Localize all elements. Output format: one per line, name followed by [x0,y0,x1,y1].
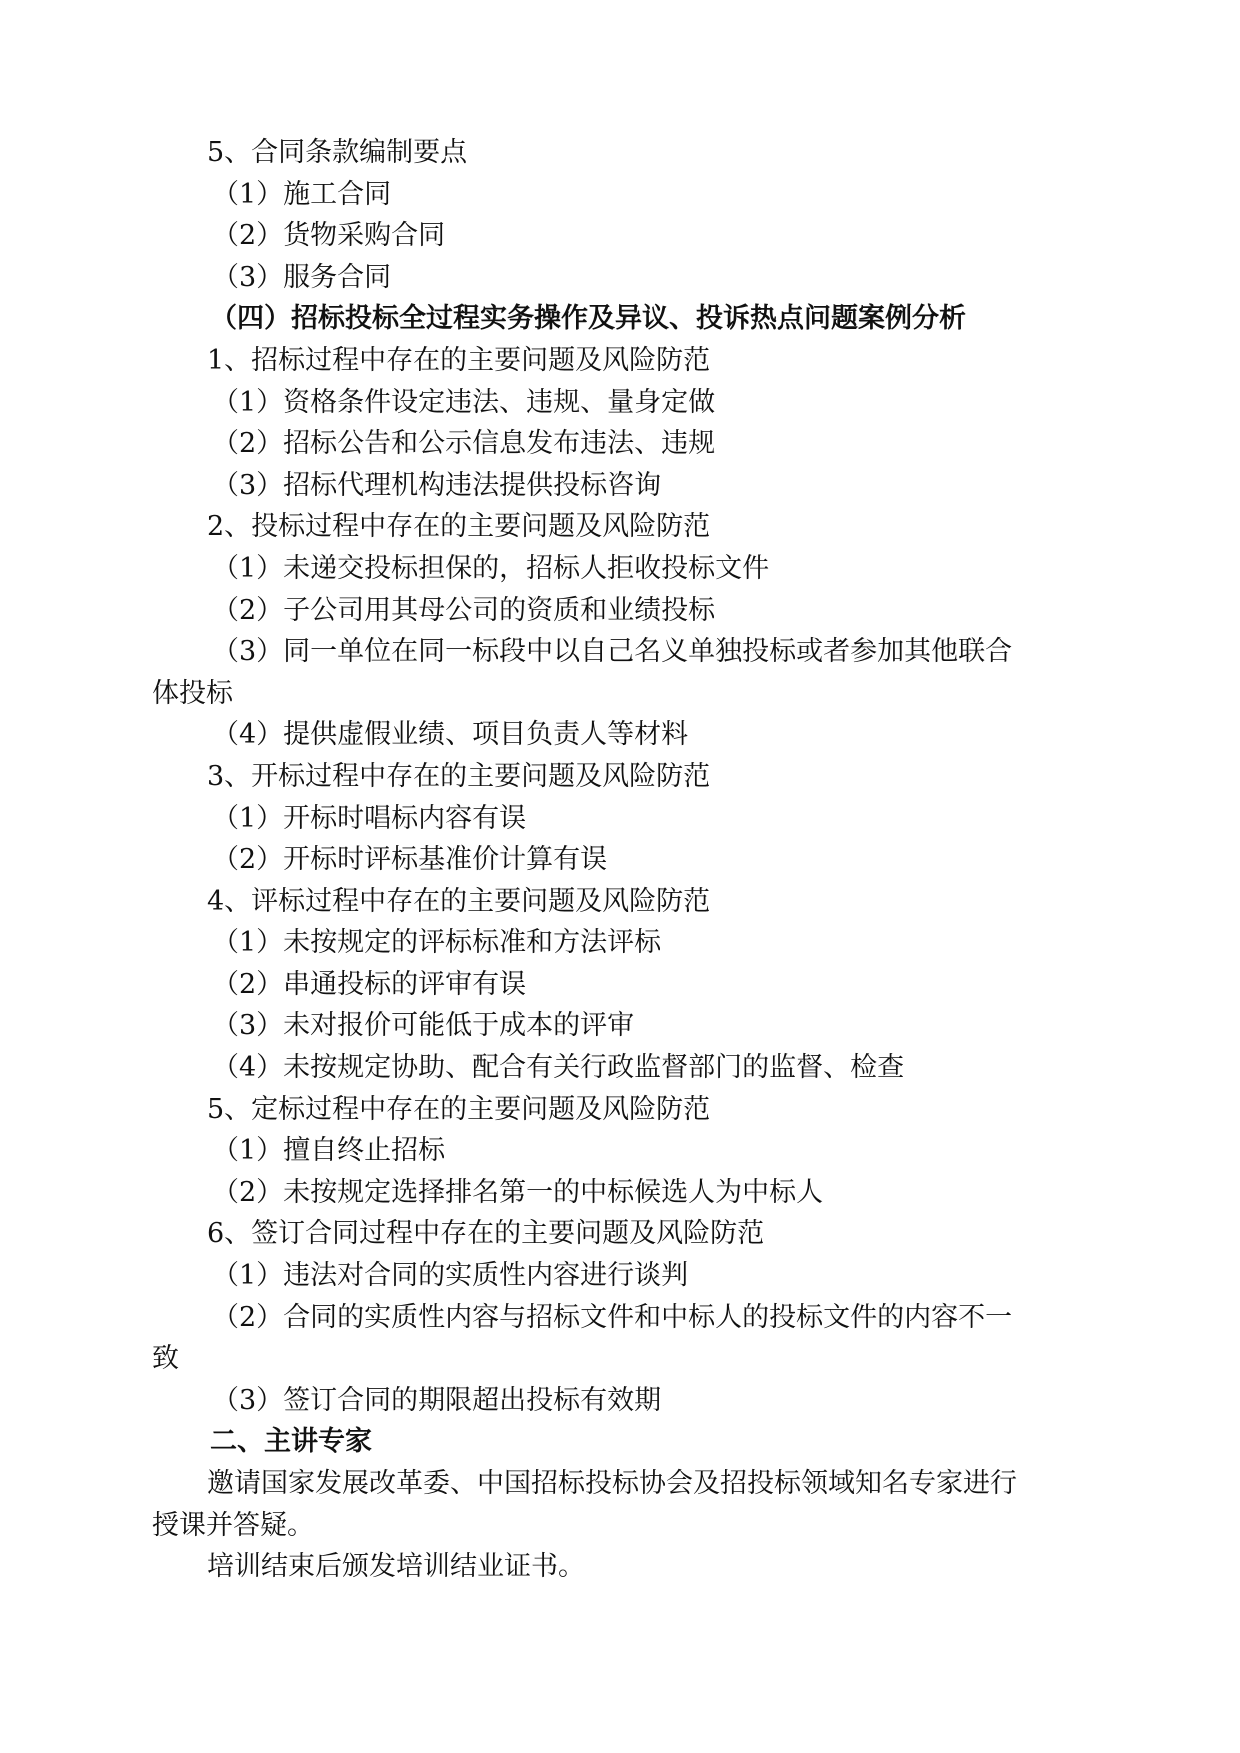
sub-item: （1）擅自终止招标 [212,1135,446,1167]
paragraph-certificate: 培训结束后颁发培训结业证书。 [207,1551,585,1583]
sub-item: （1）未递交投标担保的，招标人拒收投标文件 [212,552,770,584]
sub-item: （2）未按规定选择排名第一的中标候选人为中标人 [212,1176,824,1208]
section-heading-four: （四）招标投标全过程实务操作及异议、投诉热点问题案例分析 [210,303,966,335]
sub-item: （2）串通投标的评审有误 [212,968,527,1000]
sub-item: （1）未按规定的评标标准和方法评标 [212,927,662,959]
sub-item-goods-contract: （2）货物采购合同 [212,220,446,252]
sub-item: （2）招标公告和公示信息发布违法、违规 [212,428,716,460]
sub-item-construction-contract: （1）施工合同 [212,178,392,210]
sub-item: （2）开标时评标基准价计算有误 [212,844,608,876]
paragraph-experts: 邀请国家发展改革委、中国招标投标协会及招投标领域知名专家进行 [207,1468,1017,1499]
sub-item: （3）招标代理机构违法提供投标咨询 [212,469,662,501]
item-heading-tender-process: 1、招标过程中存在的主要问题及风险防范 [207,344,711,376]
sub-item: （2）子公司用其母公司的资质和业绩投标 [212,594,716,626]
sub-item: （1）资格条件设定违法、违规、量身定做 [212,386,716,418]
sub-item: （3）同一单位在同一标段中以自己名义单独投标或者参加其他联合 [212,636,1013,668]
sub-item: （2）合同的实质性内容与招标文件和中标人的投标文件的内容不一 [212,1301,1013,1333]
sub-item: （1）开标时唱标内容有误 [212,802,527,834]
sub-item: （3）签订合同的期限超出投标有效期 [212,1384,662,1416]
item-heading-contract-signing: 6、签订合同过程中存在的主要问题及风险防范 [207,1218,765,1250]
sub-item-service-contract: （3）服务合同 [212,261,392,293]
sub-item-continuation: 致 [152,1343,179,1375]
document-body [152,132,1092,1588]
sub-item: （4）未按规定协助、配合有关行政监督部门的监督、检查 [212,1052,905,1084]
section-heading-experts: 二、主讲专家 [210,1426,372,1458]
item-heading-award-process: 5、定标过程中存在的主要问题及风险防范 [207,1093,711,1125]
item-heading-evaluation-process: 4、评标过程中存在的主要问题及风险防范 [207,885,711,917]
sub-item-continuation: 体投标 [152,677,233,709]
sub-item: （3）未对报价可能低于成本的评审 [212,1010,635,1042]
paragraph-experts-continuation: 授课并答疑。 [152,1509,314,1541]
item-heading-bid-process: 2、投标过程中存在的主要问题及风险防范 [207,511,711,543]
item-heading-opening-process: 3、开标过程中存在的主要问题及风险防范 [207,760,711,792]
sub-item: （4）提供虚假业绩、项目负责人等材料 [212,719,689,751]
item-heading-contract-terms: 5、合同条款编制要点 [207,137,468,168]
sub-item: （1）违法对合同的实质性内容进行谈判 [212,1260,689,1292]
